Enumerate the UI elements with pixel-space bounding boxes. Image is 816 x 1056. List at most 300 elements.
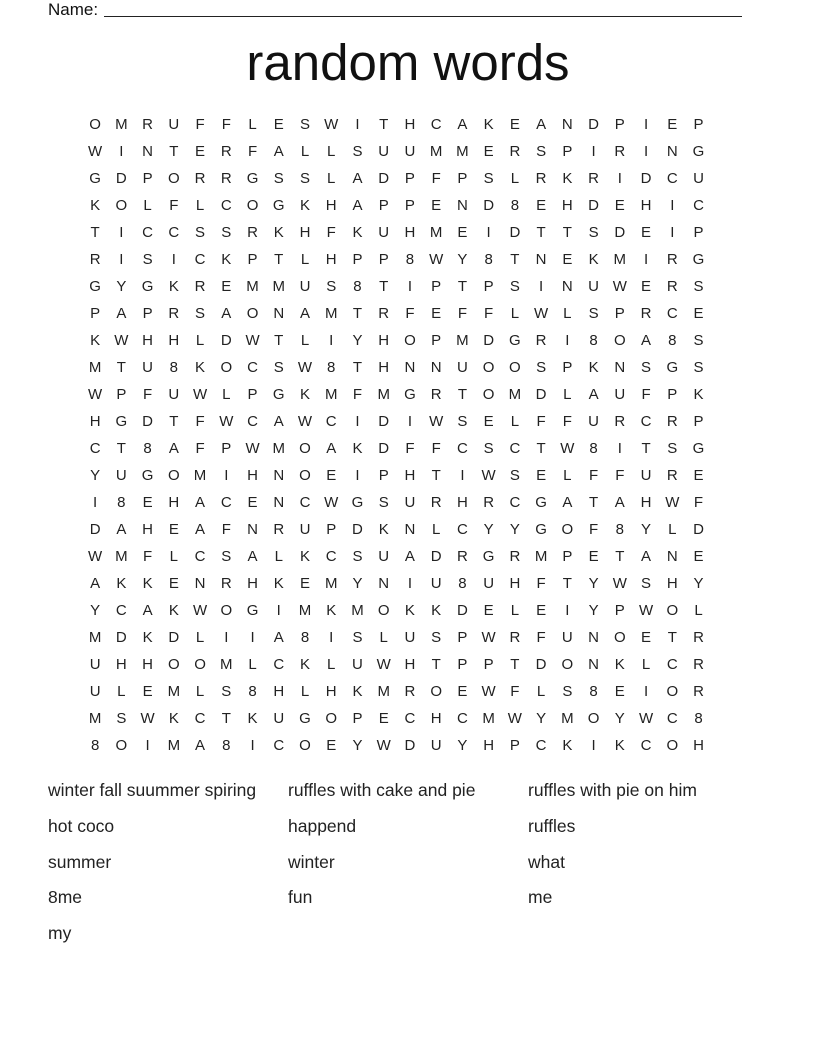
grid-letter[interactable]: Y — [509, 521, 520, 538]
grid-letter[interactable]: O — [246, 305, 259, 322]
grid-letter[interactable]: K — [352, 440, 363, 457]
grid-letter[interactable]: F — [221, 521, 231, 538]
grid-letter[interactable]: E — [667, 116, 678, 133]
grid-letter[interactable]: O — [299, 467, 311, 484]
grid-letter[interactable]: G — [535, 494, 547, 511]
grid-letter[interactable]: P — [614, 116, 625, 133]
grid-letter[interactable]: T — [116, 440, 126, 457]
grid-letter[interactable]: C — [194, 710, 206, 727]
grid-letter[interactable]: E — [142, 494, 153, 511]
grid-letter[interactable]: A — [404, 548, 415, 565]
grid-letter[interactable]: R — [378, 305, 390, 322]
grid-letter[interactable]: S — [299, 170, 310, 187]
grid-letter[interactable]: I — [93, 494, 98, 511]
grid-letter[interactable]: D — [378, 440, 390, 457]
grid-letter[interactable]: S — [352, 548, 363, 565]
grid-letter[interactable]: U — [404, 494, 416, 511]
grid-letter[interactable]: S — [195, 305, 206, 322]
grid-letter[interactable]: F — [536, 413, 546, 430]
grid-letter[interactable]: E — [221, 278, 232, 295]
grid-letter[interactable]: I — [355, 467, 360, 484]
grid-letter[interactable]: E — [168, 521, 179, 538]
grid-letter[interactable]: A — [273, 629, 284, 646]
grid-letter[interactable]: P — [431, 332, 442, 349]
grid-letter[interactable]: P — [142, 305, 153, 322]
grid-letter[interactable]: P — [483, 278, 494, 295]
grid-letter[interactable]: M — [88, 359, 102, 376]
grid-letter[interactable]: D — [142, 413, 153, 430]
grid-letter[interactable]: T — [379, 278, 389, 295]
grid-letter[interactable]: A — [641, 548, 652, 565]
grid-letter[interactable]: D — [404, 737, 416, 754]
grid-letter[interactable]: S — [116, 710, 127, 727]
grid-letter[interactable]: A — [273, 143, 284, 160]
grid-letter[interactable]: P — [562, 359, 573, 376]
grid-letter[interactable]: U — [430, 575, 442, 592]
grid-letter[interactable]: 8 — [458, 575, 467, 592]
grid-letter[interactable]: M — [613, 251, 627, 268]
grid-letter[interactable]: O — [167, 656, 180, 673]
grid-letter[interactable]: N — [247, 521, 258, 538]
grid-letter[interactable]: T — [169, 413, 179, 430]
grid-letter[interactable]: O — [666, 737, 679, 754]
grid-letter[interactable]: S — [299, 116, 310, 133]
grid-letter[interactable]: F — [457, 305, 467, 322]
grid-letter[interactable]: C — [273, 656, 285, 673]
grid-letter[interactable]: G — [272, 197, 285, 214]
grid-letter[interactable]: E — [378, 710, 389, 727]
grid-letter[interactable]: I — [539, 278, 544, 295]
grid-letter[interactable]: L — [195, 332, 205, 349]
grid-letter[interactable]: L — [536, 683, 546, 700]
grid-letter[interactable]: N — [588, 656, 599, 673]
grid-letter[interactable]: E — [431, 305, 442, 322]
grid-letter[interactable]: A — [116, 521, 127, 538]
grid-letter[interactable]: O — [299, 737, 311, 754]
grid-letter[interactable]: H — [430, 710, 442, 727]
grid-letter[interactable]: R — [194, 278, 206, 295]
grid-letter[interactable]: L — [143, 197, 152, 214]
grid-letter[interactable]: N — [142, 143, 153, 160]
grid-letter[interactable]: F — [405, 305, 415, 322]
grid-letter[interactable]: M — [298, 602, 312, 619]
grid-letter[interactable]: T — [116, 359, 126, 376]
grid-letter[interactable]: T — [457, 278, 467, 295]
grid-letter[interactable]: H — [168, 494, 180, 511]
grid-letter[interactable]: O — [246, 197, 259, 214]
grid-letter[interactable]: C — [666, 710, 678, 727]
grid-letter[interactable]: H — [247, 467, 258, 484]
grid-letter[interactable]: D — [588, 197, 599, 214]
grid-letter[interactable]: G — [692, 440, 705, 457]
grid-letter[interactable]: M — [115, 116, 128, 133]
grid-letter[interactable]: O — [299, 440, 311, 457]
grid-letter[interactable]: E — [641, 224, 652, 241]
grid-letter[interactable]: S — [667, 440, 678, 457]
grid-letter[interactable]: C — [693, 197, 704, 214]
grid-letter[interactable]: C — [142, 224, 153, 241]
grid-letter[interactable]: 8 — [484, 251, 493, 268]
grid-letter[interactable]: N — [535, 251, 547, 268]
grid-letter[interactable]: K — [116, 575, 127, 592]
grid-letter[interactable]: M — [167, 737, 181, 754]
grid-letter[interactable]: M — [88, 629, 102, 646]
grid-letter[interactable]: P — [457, 629, 468, 646]
grid-letter[interactable]: P — [247, 386, 258, 403]
grid-letter[interactable]: P — [90, 305, 101, 322]
grid-letter[interactable]: O — [115, 737, 128, 754]
grid-letter[interactable]: C — [220, 494, 232, 511]
grid-letter[interactable]: W — [245, 440, 260, 457]
grid-letter[interactable]: K — [273, 575, 284, 592]
grid-letter[interactable]: I — [224, 467, 229, 484]
grid-letter[interactable]: W — [192, 386, 208, 403]
grid-letter[interactable]: R — [404, 683, 416, 700]
grid-letter[interactable]: N — [588, 629, 599, 646]
grid-letter[interactable]: I — [617, 440, 622, 457]
grid-letter[interactable]: P — [614, 602, 625, 619]
grid-letter[interactable]: A — [614, 494, 625, 511]
grid-letter[interactable]: E — [326, 467, 337, 484]
grid-letter[interactable]: F — [536, 629, 546, 646]
grid-letter[interactable]: M — [272, 278, 285, 295]
grid-letter[interactable]: F — [195, 413, 205, 430]
grid-letter[interactable]: A — [641, 332, 652, 349]
grid-letter[interactable]: S — [221, 683, 232, 700]
grid-letter[interactable]: K — [352, 224, 363, 241]
grid-letter[interactable]: U — [378, 224, 390, 241]
grid-letter[interactable]: C — [325, 548, 337, 565]
grid-letter[interactable]: O — [509, 359, 521, 376]
grid-letter[interactable]: T — [562, 224, 572, 241]
grid-letter[interactable]: 8 — [510, 197, 520, 214]
grid-letter[interactable]: W — [192, 602, 208, 619]
grid-letter[interactable]: M — [377, 386, 390, 403]
grid-letter[interactable]: G — [666, 359, 679, 376]
grid-letter[interactable]: H — [325, 197, 337, 214]
grid-letter[interactable]: F — [143, 386, 153, 403]
grid-letter[interactable]: W — [612, 278, 627, 295]
grid-letter[interactable]: E — [457, 224, 468, 241]
grid-letter[interactable]: S — [457, 413, 468, 430]
grid-letter[interactable]: L — [300, 143, 310, 160]
grid-letter[interactable]: I — [617, 170, 622, 187]
grid-letter[interactable]: 8 — [222, 737, 231, 754]
grid-letter[interactable]: A — [221, 305, 232, 322]
grid-letter[interactable]: L — [668, 521, 677, 538]
grid-letter[interactable]: P — [457, 170, 468, 187]
grid-letter[interactable]: F — [431, 170, 441, 187]
grid-letter[interactable]: E — [247, 494, 258, 511]
grid-letter[interactable]: O — [561, 656, 574, 673]
grid-letter[interactable]: H — [142, 521, 153, 538]
grid-letter[interactable]: N — [561, 278, 573, 295]
grid-letter[interactable]: I — [643, 251, 649, 268]
grid-letter[interactable]: R — [640, 305, 652, 322]
grid-letter[interactable]: S — [195, 224, 206, 241]
grid-letter[interactable]: U — [89, 656, 101, 673]
grid-letter[interactable]: H — [378, 332, 390, 349]
grid-letter[interactable]: T — [221, 710, 231, 727]
grid-letter[interactable]: I — [355, 413, 360, 430]
grid-letter[interactable]: N — [456, 197, 468, 214]
grid-letter[interactable]: H — [325, 683, 337, 700]
grid-letter[interactable]: L — [563, 305, 572, 322]
grid-letter[interactable]: T — [352, 359, 363, 376]
grid-letter[interactable]: 8 — [169, 359, 178, 376]
grid-letter[interactable]: Y — [352, 332, 363, 349]
grid-letter[interactable]: E — [641, 278, 652, 295]
grid-letter[interactable]: L — [300, 683, 310, 700]
grid-letter[interactable]: L — [510, 305, 520, 322]
grid-letter[interactable]: D — [378, 170, 390, 187]
grid-letter[interactable]: 8 — [117, 494, 126, 511]
grid-letter[interactable]: 8 — [405, 251, 415, 268]
grid-letter[interactable]: 8 — [300, 629, 310, 646]
grid-letter[interactable]: M — [324, 305, 338, 322]
grid-letter[interactable]: R — [509, 629, 521, 646]
grid-letter[interactable]: Y — [90, 467, 101, 484]
grid-letter[interactable]: Y — [457, 251, 468, 268]
grid-letter[interactable]: N — [404, 521, 416, 538]
grid-letter[interactable]: E — [299, 575, 310, 592]
grid-letter[interactable]: L — [379, 629, 388, 646]
grid-letter[interactable]: L — [327, 656, 336, 673]
grid-letter[interactable]: M — [534, 548, 548, 565]
grid-letter[interactable]: D — [614, 224, 626, 241]
grid-letter[interactable]: E — [614, 683, 625, 700]
grid-letter[interactable]: C — [509, 494, 521, 511]
grid-letter[interactable]: M — [88, 710, 102, 727]
grid-letter[interactable]: P — [378, 251, 389, 268]
grid-letter[interactable]: W — [219, 413, 234, 430]
grid-letter[interactable]: H — [404, 224, 416, 241]
grid-letter[interactable]: Y — [352, 737, 363, 754]
grid-letter[interactable]: F — [562, 413, 572, 430]
grid-letter[interactable]: M — [324, 575, 338, 592]
grid-letter[interactable]: A — [195, 737, 206, 754]
grid-letter[interactable]: S — [483, 440, 494, 457]
grid-letter[interactable]: G — [692, 251, 705, 268]
grid-letter[interactable]: W — [429, 251, 444, 268]
grid-letter[interactable]: U — [430, 737, 442, 754]
grid-letter[interactable]: T — [169, 143, 179, 160]
grid-letter[interactable]: L — [222, 386, 231, 403]
grid-letter[interactable]: F — [588, 467, 599, 484]
grid-letter[interactable]: D — [456, 602, 468, 619]
grid-letter[interactable]: R — [693, 629, 704, 646]
grid-letter[interactable]: W — [560, 440, 575, 457]
grid-letter[interactable]: H — [693, 737, 704, 754]
grid-letter[interactable]: K — [299, 548, 310, 565]
grid-letter[interactable]: W — [376, 737, 391, 754]
grid-letter[interactable]: K — [299, 386, 310, 403]
grid-letter[interactable]: Y — [116, 278, 127, 295]
grid-letter[interactable]: I — [355, 116, 360, 133]
grid-letter[interactable]: K — [614, 737, 625, 754]
grid-letter[interactable]: S — [588, 305, 599, 322]
grid-letter[interactable]: R — [614, 143, 626, 160]
grid-letter[interactable]: K — [168, 710, 179, 727]
grid-letter[interactable]: D — [378, 413, 390, 430]
grid-letter[interactable]: S — [693, 278, 704, 295]
grid-letter[interactable]: A — [536, 116, 547, 133]
grid-letter[interactable]: D — [640, 170, 652, 187]
grid-letter[interactable]: M — [167, 683, 181, 700]
grid-letter[interactable]: E — [483, 602, 494, 619]
grid-letter[interactable]: M — [377, 683, 390, 700]
grid-letter[interactable]: E — [509, 116, 520, 133]
grid-letter[interactable]: E — [431, 197, 442, 214]
grid-letter[interactable]: N — [378, 575, 390, 592]
grid-letter[interactable]: I — [329, 332, 334, 349]
grid-letter[interactable]: K — [168, 602, 179, 619]
grid-letter[interactable]: I — [407, 575, 413, 592]
grid-letter[interactable]: Y — [483, 521, 494, 538]
grid-letter[interactable]: M — [429, 224, 443, 241]
grid-letter[interactable]: W — [324, 116, 339, 133]
grid-letter[interactable]: K — [142, 629, 153, 646]
grid-letter[interactable]: P — [667, 386, 678, 403]
grid-letter[interactable]: T — [379, 116, 389, 133]
grid-letter[interactable]: R — [220, 170, 232, 187]
grid-letter[interactable]: M — [115, 548, 128, 565]
grid-letter[interactable]: H — [404, 116, 416, 133]
grid-letter[interactable]: A — [562, 494, 573, 511]
grid-letter[interactable]: U — [588, 278, 599, 295]
grid-letter[interactable]: O — [587, 710, 600, 727]
grid-letter[interactable]: S — [693, 359, 704, 376]
grid-letter[interactable]: D — [588, 116, 599, 133]
grid-letter[interactable]: H — [640, 494, 652, 511]
grid-letter[interactable]: W — [88, 386, 103, 403]
grid-letter[interactable]: P — [431, 278, 442, 295]
grid-letter[interactable]: L — [641, 656, 651, 673]
grid-letter[interactable]: R — [430, 494, 442, 511]
grid-letter[interactable]: 8 — [143, 440, 152, 457]
grid-letter[interactable]: O — [115, 197, 128, 214]
grid-letter[interactable]: D — [89, 521, 101, 538]
grid-letter[interactable]: W — [665, 494, 680, 511]
grid-letter[interactable]: P — [693, 413, 704, 430]
grid-letter[interactable]: M — [324, 386, 338, 403]
grid-letter[interactable]: E — [536, 602, 547, 619]
grid-letter[interactable]: R — [693, 683, 704, 700]
grid-letter[interactable]: K — [378, 521, 389, 538]
grid-letter[interactable]: C — [247, 359, 258, 376]
grid-letter[interactable]: I — [643, 143, 649, 160]
grid-letter[interactable]: P — [562, 548, 573, 565]
grid-letter[interactable]: F — [615, 467, 625, 484]
grid-letter[interactable]: T — [667, 629, 677, 646]
grid-letter[interactable]: K — [431, 602, 442, 619]
grid-letter[interactable]: M — [456, 143, 469, 160]
grid-letter[interactable]: Y — [693, 575, 704, 592]
grid-letter[interactable]: W — [429, 413, 444, 430]
grid-letter[interactable]: R — [666, 251, 678, 268]
grid-letter[interactable]: L — [510, 602, 520, 619]
grid-letter[interactable]: O — [89, 116, 101, 133]
grid-letter[interactable]: K — [299, 197, 310, 214]
grid-letter[interactable]: N — [561, 116, 573, 133]
grid-letter[interactable]: F — [693, 494, 704, 511]
grid-letter[interactable]: I — [407, 278, 413, 295]
grid-letter[interactable]: N — [273, 494, 285, 511]
grid-letter[interactable]: U — [352, 656, 363, 673]
grid-letter[interactable]: P — [247, 251, 258, 268]
grid-letter[interactable]: E — [273, 116, 284, 133]
grid-letter[interactable]: M — [272, 440, 285, 457]
grid-letter[interactable]: U — [142, 359, 153, 376]
grid-letter[interactable]: L — [431, 521, 441, 538]
grid-letter[interactable]: U — [404, 629, 416, 646]
grid-letter[interactable]: S — [641, 359, 652, 376]
grid-letter[interactable]: L — [563, 467, 572, 484]
grid-letter[interactable]: A — [116, 305, 127, 322]
grid-letter[interactable]: C — [404, 710, 416, 727]
grid-letter[interactable]: C — [194, 251, 206, 268]
grid-letter[interactable]: P — [378, 197, 389, 214]
grid-letter[interactable]: I — [565, 602, 570, 619]
grid-letter[interactable]: S — [536, 143, 547, 160]
grid-letter[interactable]: L — [169, 548, 178, 565]
grid-letter[interactable]: W — [507, 710, 522, 727]
grid-letter[interactable]: C — [456, 521, 468, 538]
grid-letter[interactable]: U — [693, 170, 704, 187]
grid-letter[interactable]: R — [666, 413, 678, 430]
grid-letter[interactable]: W — [612, 575, 627, 592]
grid-letter[interactable]: E — [457, 683, 468, 700]
grid-letter[interactable]: D — [535, 656, 547, 673]
grid-letter[interactable]: Y — [457, 737, 468, 754]
grid-letter[interactable]: H — [404, 467, 416, 484]
grid-letter[interactable]: U — [483, 575, 495, 592]
grid-letter[interactable]: I — [591, 737, 596, 754]
grid-letter[interactable]: G — [246, 602, 259, 619]
grid-letter[interactable]: R — [247, 224, 258, 241]
grid-letter[interactable]: M — [429, 143, 443, 160]
grid-letter[interactable]: G — [89, 278, 101, 295]
grid-letter[interactable]: K — [247, 710, 258, 727]
grid-letter[interactable]: R — [509, 548, 521, 565]
grid-letter[interactable]: H — [378, 359, 390, 376]
grid-letter[interactable]: R — [666, 278, 678, 295]
grid-letter[interactable]: S — [536, 359, 547, 376]
grid-letter[interactable]: C — [640, 413, 652, 430]
grid-letter[interactable]: T — [562, 575, 572, 592]
grid-letter[interactable]: F — [588, 521, 599, 538]
grid-letter[interactable]: M — [193, 467, 207, 484]
grid-letter[interactable]: R — [273, 521, 285, 538]
grid-letter[interactable]: L — [694, 602, 703, 619]
grid-letter[interactable]: K — [142, 575, 153, 592]
grid-letter[interactable]: H — [509, 575, 521, 592]
grid-letter[interactable]: E — [536, 197, 547, 214]
grid-letter[interactable]: G — [535, 521, 547, 538]
grid-letter[interactable]: O — [430, 683, 442, 700]
grid-letter[interactable]: A — [195, 494, 206, 511]
grid-letter[interactable]: S — [378, 494, 389, 511]
grid-letter[interactable]: N — [666, 143, 678, 160]
grid-letter[interactable]: G — [351, 494, 364, 511]
grid-letter[interactable]: K — [588, 359, 599, 376]
grid-letter[interactable]: H — [142, 332, 153, 349]
grid-letter[interactable]: D — [430, 548, 442, 565]
grid-letter[interactable]: R — [666, 467, 678, 484]
grid-letter[interactable]: P — [116, 386, 127, 403]
grid-letter[interactable]: C — [640, 737, 652, 754]
grid-letter[interactable]: P — [457, 656, 468, 673]
